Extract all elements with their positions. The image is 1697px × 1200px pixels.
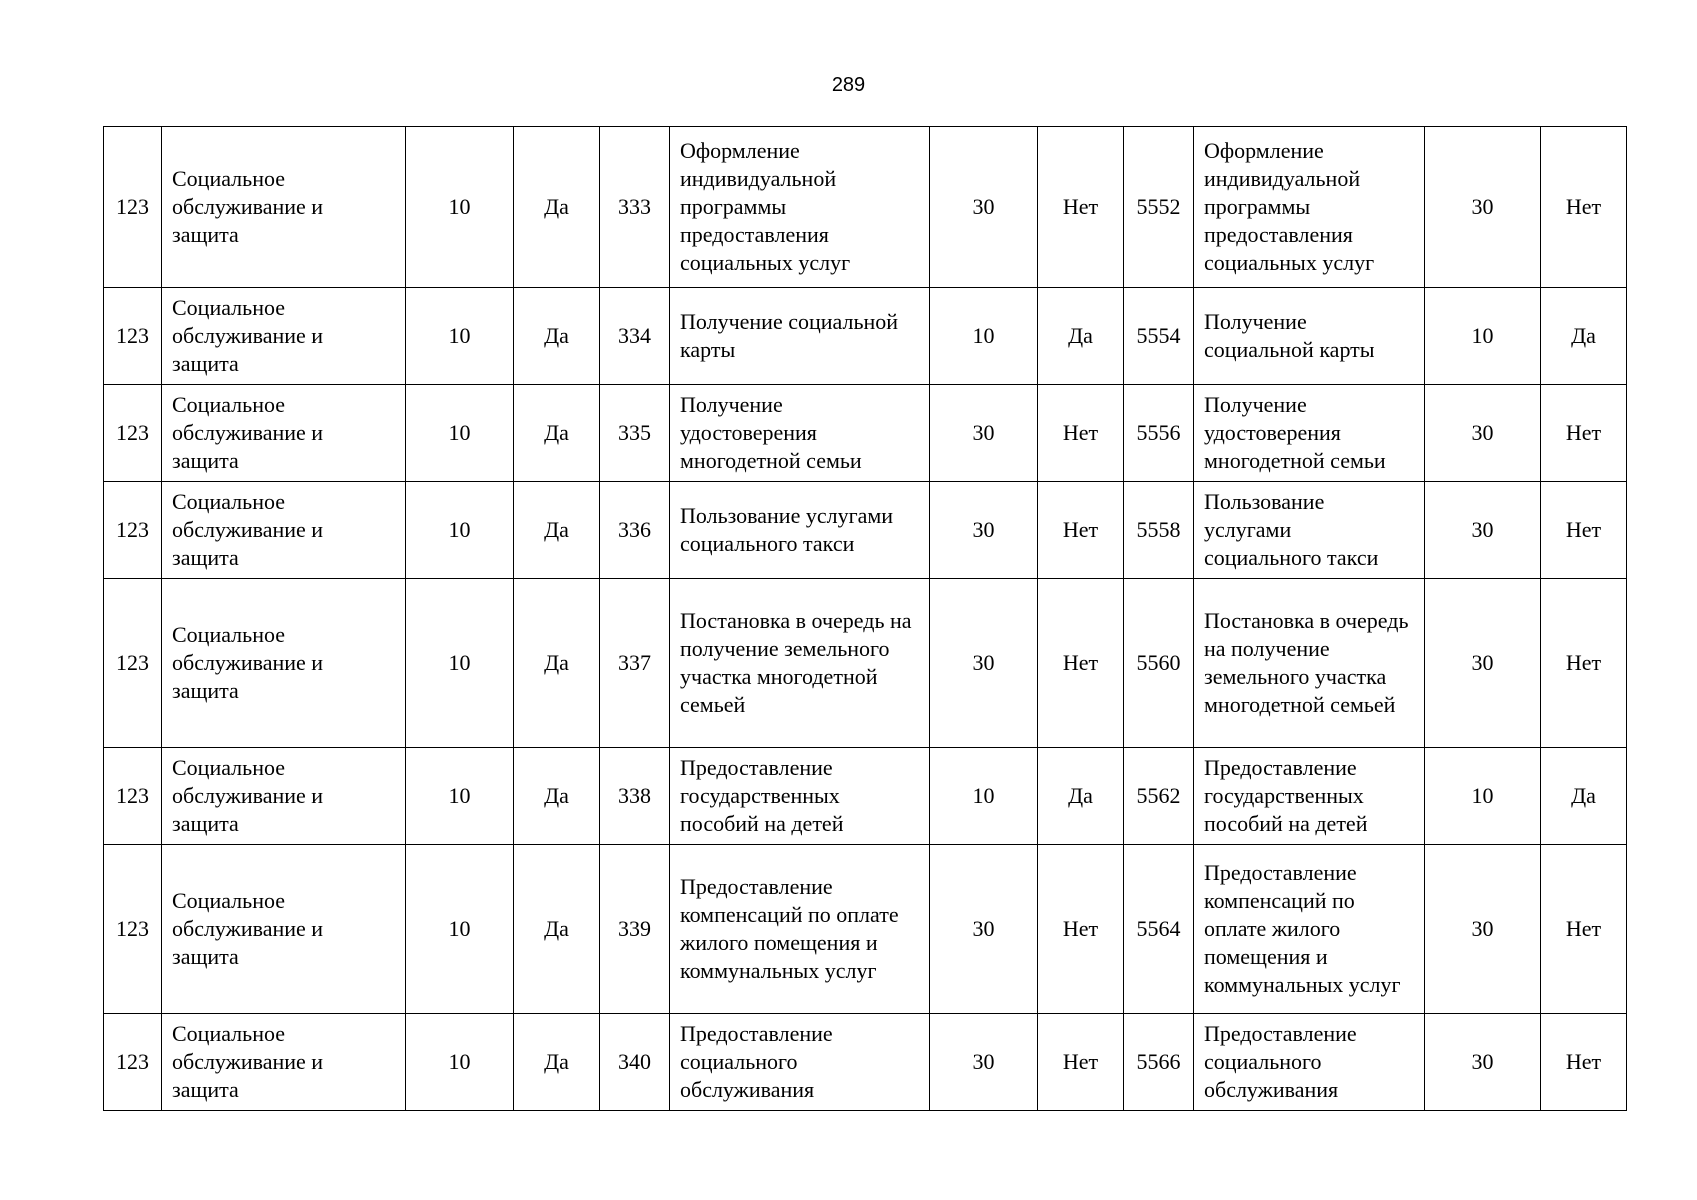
sub-name-cell: Оформление индивидуальной программы предоставления социальных услуг: [1194, 127, 1425, 288]
code-cell: 123: [104, 482, 162, 579]
weight-cell: 10: [406, 579, 514, 748]
sub-flag-cell: Нет: [1541, 482, 1627, 579]
service-flag-cell: Да: [1038, 288, 1124, 385]
sub-id-cell: 5562: [1124, 748, 1194, 845]
sub-flag-cell: Нет: [1541, 845, 1627, 1014]
category-cell: Социальное обслуживание и защита: [162, 482, 406, 579]
sub-id-cell: 5554: [1124, 288, 1194, 385]
sub-id-cell: 5566: [1124, 1014, 1194, 1111]
sub-weight-cell: 30: [1425, 845, 1541, 1014]
weight-cell: 10: [406, 288, 514, 385]
service-flag-cell: Нет: [1038, 482, 1124, 579]
service-flag-cell: Нет: [1038, 127, 1124, 288]
service-id-cell: 340: [600, 1014, 670, 1111]
code-cell: 123: [104, 288, 162, 385]
service-id-cell: 337: [600, 579, 670, 748]
sub-name-cell: Постановка в очередь на получение земельного участка многодетной семьей: [1194, 579, 1425, 748]
sub-weight-cell: 30: [1425, 579, 1541, 748]
code-cell: 123: [104, 127, 162, 288]
category-cell: Социальное обслуживание и защита: [162, 579, 406, 748]
sub-name-cell: Получение социальной карты: [1194, 288, 1425, 385]
table-row: [104, 1014, 1627, 1111]
table-row: [104, 288, 1627, 385]
weight-cell: 10: [406, 748, 514, 845]
category-cell: Социальное обслуживание и защита: [162, 385, 406, 482]
weight-cell: 10: [406, 1014, 514, 1111]
table-row: [104, 579, 1627, 748]
table-row: [104, 482, 1627, 579]
sub-id-cell: 5556: [1124, 385, 1194, 482]
sub-flag-cell: Нет: [1541, 579, 1627, 748]
code-cell: 123: [104, 845, 162, 1014]
flag-cell: Да: [514, 748, 600, 845]
service-flag-cell: Нет: [1038, 579, 1124, 748]
table-row: [104, 748, 1627, 845]
sub-flag-cell: Нет: [1541, 385, 1627, 482]
service-flag-cell: Да: [1038, 748, 1124, 845]
sub-name-cell: Получение удостоверения многодетной семьи: [1194, 385, 1425, 482]
sub-flag-cell: Да: [1541, 288, 1627, 385]
category-cell: Социальное обслуживание и защита: [162, 127, 406, 288]
service-name-cell: Оформление индивидуальной программы предоставления социальных услуг: [670, 127, 930, 288]
table-row: [104, 845, 1627, 1014]
page-number: 289: [831, 74, 866, 96]
weight-cell: 10: [406, 385, 514, 482]
sub-id-cell: 5552: [1124, 127, 1194, 288]
sub-id-cell: 5564: [1124, 845, 1194, 1014]
service-name-cell: Предоставление компенсаций по оплате жилого помещения и коммунальных услуг: [670, 845, 930, 1014]
code-cell: 123: [104, 748, 162, 845]
service-id-cell: 338: [600, 748, 670, 845]
sub-weight-cell: 10: [1425, 288, 1541, 385]
service-weight-cell: 30: [930, 482, 1038, 579]
service-flag-cell: Нет: [1038, 845, 1124, 1014]
service-id-cell: 339: [600, 845, 670, 1014]
table-row: [104, 385, 1627, 482]
category-cell: Социальное обслуживание и защита: [162, 1014, 406, 1111]
services-table: [103, 126, 1627, 1111]
sub-id-cell: 5560: [1124, 579, 1194, 748]
service-id-cell: 334: [600, 288, 670, 385]
category-cell: Социальное обслуживание и защита: [162, 288, 406, 385]
sub-flag-cell: Нет: [1541, 1014, 1627, 1111]
sub-weight-cell: 30: [1425, 127, 1541, 288]
sub-flag-cell: Нет: [1541, 127, 1627, 288]
flag-cell: Да: [514, 579, 600, 748]
sub-weight-cell: 30: [1425, 385, 1541, 482]
code-cell: 123: [104, 1014, 162, 1111]
service-name-cell: Предоставление социального обслуживания: [670, 1014, 930, 1111]
category-cell: Социальное обслуживание и защита: [162, 748, 406, 845]
sub-weight-cell: 30: [1425, 482, 1541, 579]
weight-cell: 10: [406, 127, 514, 288]
service-flag-cell: Нет: [1038, 1014, 1124, 1111]
flag-cell: Да: [514, 845, 600, 1014]
service-name-cell: Получение социальной карты: [670, 288, 930, 385]
service-weight-cell: 30: [930, 127, 1038, 288]
sub-weight-cell: 10: [1425, 748, 1541, 845]
sub-id-cell: 5558: [1124, 482, 1194, 579]
service-weight-cell: 10: [930, 288, 1038, 385]
service-name-cell: Пользование услугами социального такси: [670, 482, 930, 579]
sub-name-cell: Предоставление государственных пособий на детей: [1194, 748, 1425, 845]
code-cell: 123: [104, 385, 162, 482]
flag-cell: Да: [514, 385, 600, 482]
flag-cell: Да: [514, 1014, 600, 1111]
flag-cell: Да: [514, 482, 600, 579]
service-id-cell: 333: [600, 127, 670, 288]
sub-name-cell: Предоставление социального обслуживания: [1194, 1014, 1425, 1111]
sub-flag-cell: Да: [1541, 748, 1627, 845]
service-name-cell: Получение удостоверения многодетной семьи: [670, 385, 930, 482]
category-cell: Социальное обслуживание и защита: [162, 845, 406, 1014]
service-weight-cell: 30: [930, 579, 1038, 748]
sub-name-cell: Пользование услугами социального такси: [1194, 482, 1425, 579]
service-weight-cell: 30: [930, 845, 1038, 1014]
weight-cell: 10: [406, 845, 514, 1014]
service-weight-cell: 10: [930, 748, 1038, 845]
sub-name-cell: Предоставление компенсаций по оплате жилого помещения и коммунальных услуг: [1194, 845, 1425, 1014]
service-name-cell: Предоставление государственных пособий на детей: [670, 748, 930, 845]
weight-cell: 10: [406, 482, 514, 579]
service-id-cell: 336: [600, 482, 670, 579]
service-name-cell: Постановка в очередь на получение земельного участка многодетной семьей: [670, 579, 930, 748]
service-id-cell: 335: [600, 385, 670, 482]
code-cell: 123: [104, 579, 162, 748]
service-weight-cell: 30: [930, 1014, 1038, 1111]
table-row: [104, 127, 1627, 288]
flag-cell: Да: [514, 127, 600, 288]
service-flag-cell: Нет: [1038, 385, 1124, 482]
flag-cell: Да: [514, 288, 600, 385]
sub-weight-cell: 30: [1425, 1014, 1541, 1111]
service-weight-cell: 30: [930, 385, 1038, 482]
